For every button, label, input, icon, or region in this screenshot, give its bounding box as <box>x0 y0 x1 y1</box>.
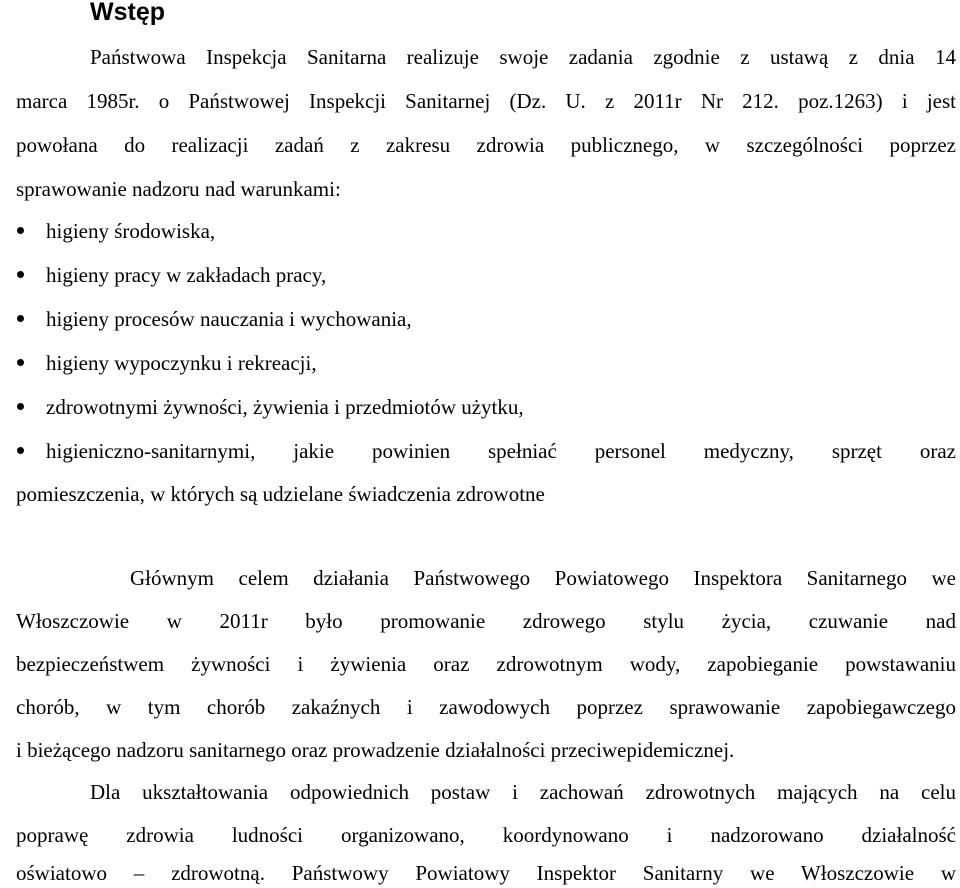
bullet-marker <box>17 403 24 410</box>
paragraph-2-line-4: chorób, w tym chorób zakaźnych i zawodowych poprzez sprawowanie zapobiegawczego <box>16 695 956 719</box>
paragraph-2-line-2: Włoszczowie w 2011r było promowanie zdrowego stylu życia, czuwanie nad <box>16 609 956 633</box>
bullet-marker <box>17 447 24 454</box>
bullet-item: higieny pracy w zakładach pracy, <box>46 263 327 287</box>
bullet-item: higieniczno-sanitarnymi, jakie powinien spełniać personel medyczny, sprzęt oraz <box>46 439 956 463</box>
paragraph-3-line-2: poprawę zdrowia ludności organizowano, koordynowano i nadzorowano działalność <box>16 823 956 847</box>
bullet-marker <box>17 271 24 278</box>
paragraph-2-line-3: bezpieczeństwem żywności i żywienia oraz zdrowotnym wody, zapobieganie powstawaniu <box>16 652 956 676</box>
paragraph-1-line-2: marca 1985r. o Państwowej Inspekcji Sanitarnej (Dz. U. z 2011r Nr 212. poz.1263) i jest <box>16 89 956 113</box>
paragraph-1-line-1: Państwowa Inspekcja Sanitarna realizuje swoje zadania zgodnie z ustawą z dnia 14 <box>90 45 956 69</box>
paragraph-2-line-1: Głównym celem działania Państwowego Powiatowego Inspektora Sanitarnego we <box>130 566 956 590</box>
paragraph-3-line-3: oświatowo – zdrowotną. Państwowy Powiatowy Inspektor Sanitarny we Włoszczowie w <box>16 861 956 885</box>
paragraph-3-line-1: Dla ukształtowania odpowiednich postaw i zachowań zdrowotnych mających na celu <box>90 780 956 804</box>
paragraph-2-line-5: i bieżącego nadzoru sanitarnego oraz prowadzenie działalności przeciwepidemicznej. <box>16 738 735 762</box>
bullet-marker <box>17 315 24 322</box>
paragraph-1-line-4: sprawowanie nadzoru nad warunkami: <box>16 177 341 201</box>
bullet-item: higieny procesów nauczania i wychowania, <box>46 307 412 331</box>
paragraph-1-line-3: powołana do realizacji zadań z zakresu zdrowia publicznego, w szczególności poprzez <box>16 133 956 157</box>
section-heading: Wstęp <box>90 0 165 26</box>
bullet-item: zdrowotnymi żywności, żywienia i przedmiotów użytku, <box>46 395 524 419</box>
bullet-continuation: pomieszczenia, w których są udzielane świadczenia zdrowotne <box>16 482 545 506</box>
bullet-marker <box>17 359 24 366</box>
bullet-item: higieny środowiska, <box>46 219 216 243</box>
bullet-item: higieny wypoczynku i rekreacji, <box>46 351 317 375</box>
bullet-marker <box>17 227 24 234</box>
